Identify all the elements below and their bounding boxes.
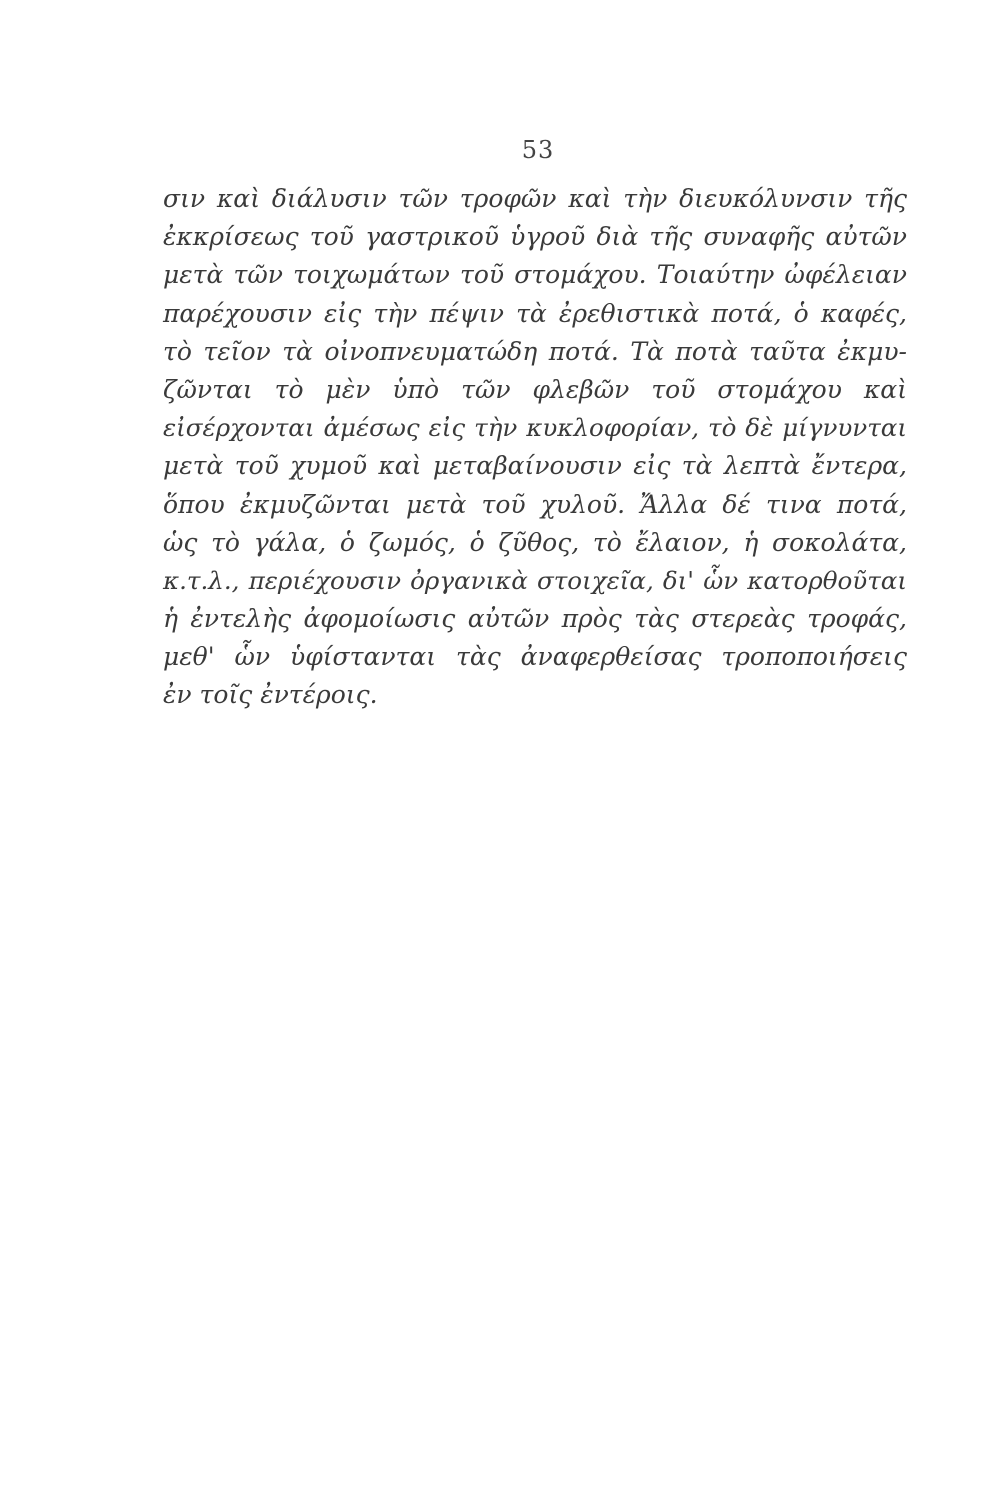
text-line: μετὰ τοῦ χυμοῦ καὶ μεταβαίνουσιν εἰς τὰ λεπτὰ ἔντερα, [163, 451, 907, 481]
text-line: μετὰ τῶν τοιχωμάτων τοῦ στομάχου. Τοιαύτην ὠφέλειαν [163, 260, 907, 290]
body-paragraph [163, 180, 907, 715]
text-line: ἐκκρίσεως τοῦ γαστρικοῦ ὑγροῦ διὰ τῆς συναφῆς αὐτῶν [163, 222, 907, 252]
text-line: ἡ ἐντελὴς ἀφομοίωσις αὐτῶν πρὸς τὰς στερεὰς τροφάς, [163, 604, 907, 634]
text-line: ἐν τοῖς ἐντέροις. [163, 680, 378, 710]
page-number: 53 [521, 136, 555, 164]
text-line: μεθ' ὧν ὑφίστανται τὰς ἀναφερθείσας τροποποιήσεις [163, 642, 907, 672]
text-line: κ.τ.λ., περιέχουσιν ὀργανικὰ στοιχεῖα, δι' ὧν κατορθοῦται [163, 565, 907, 595]
text-line: τὸ τεῖον τὰ οἰνοπνευματώδη ποτά. Τὰ ποτὰ ταῦτα ἐκμυ- [163, 336, 907, 366]
text-line: παρέχουσιν εἰς τὴν πέψιν τὰ ἐρεθιστικὰ ποτά, ὁ καφές, [163, 298, 907, 328]
text-line: ὅπου ἐκμυζῶνται μετὰ τοῦ χυλοῦ. Ἄλλα δέ τινα ποτά, [163, 489, 907, 519]
text-line: ζῶνται τὸ μὲν ὑπὸ τῶν φλεβῶν τοῦ στομάχου καὶ [163, 374, 907, 404]
text-line: εἰσέρχονται ἀμέσως εἰς τὴν κυκλοφορίαν, τὸ δὲ μίγνυνται [163, 413, 907, 443]
text-line: ὡς τὸ γάλα, ὁ ζωμός, ὁ ζῦθος, τὸ ἔλαιον, ἡ σοκολάτα, [163, 527, 907, 557]
text-line: σιν καὶ διάλυσιν τῶν τροφῶν καὶ τὴν διευκόλυνσιν τῆς [163, 184, 907, 213]
